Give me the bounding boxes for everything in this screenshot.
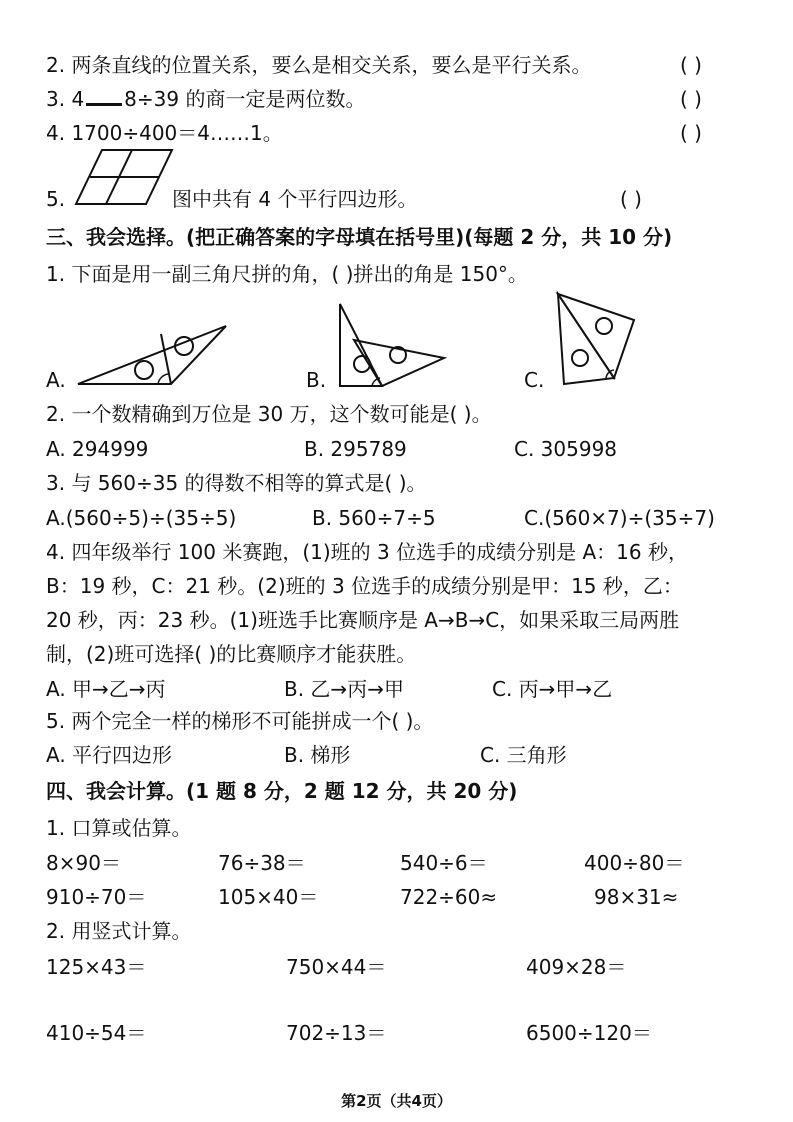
choice-q2-option-a[interactable]: A. 294999: [46, 437, 149, 461]
page-footer: 第2页（共4页）: [341, 1092, 452, 1110]
choice-q4-line4: 制，(2)班可选择( )的比赛顺序才能获胜。: [46, 642, 417, 666]
parallelogram-figure: [74, 148, 174, 208]
choice-q3-option-b[interactable]: B. 560÷7÷5: [312, 506, 436, 530]
choice-q1: 1. 下面是用一副三角尺拼的角，( )拼出的角是 150°。: [46, 262, 528, 286]
choice-q5-option-c[interactable]: C. 三角形: [480, 743, 567, 767]
triangle-ruler-figure-a: [76, 322, 228, 388]
choice-q4-option-c[interactable]: C. 丙→甲→乙: [492, 677, 613, 701]
choice-q4-option-b[interactable]: B. 乙→丙→甲: [284, 677, 404, 701]
choice-q5-option-a[interactable]: A. 平行四边形: [46, 743, 173, 767]
calc-q2-title: 2. 用竖式计算。: [46, 919, 192, 943]
calc-q1-item[interactable]: 76÷38＝: [218, 851, 306, 875]
choice-q4-line3: 20 秒，丙：23 秒。(1)班选手比赛顺序是 A→B→C，如果采取三局两胜: [46, 608, 680, 632]
calc-q1-item[interactable]: 722÷60≈: [400, 885, 498, 909]
judge-q3: [46, 86, 365, 112]
judge-q5-answer[interactable]: ( ): [620, 187, 642, 211]
judge-q3-blank: [86, 89, 122, 106]
choice-q1-option-a[interactable]: A.: [46, 368, 66, 392]
section-choice-heading: 三、我会选择。(把正确答案的字母填在括号里)(每题 2 分，共 10 分): [46, 225, 673, 249]
calc-q1-item[interactable]: 400÷80＝: [584, 851, 685, 875]
choice-q4-option-a[interactable]: A. 甲→乙→丙: [46, 677, 166, 701]
judge-q5: 图中共有 4 个平行四边形。: [172, 187, 418, 211]
calc-q1-item[interactable]: 98×31≈: [594, 885, 679, 909]
choice-q3: 3. 与 560÷35 的得数不相等的算式是( )。: [46, 471, 427, 495]
choice-q5-option-b[interactable]: B. 梯形: [284, 743, 351, 767]
judge-q3-answer[interactable]: ( ): [680, 87, 702, 111]
section-calc-heading: 四、我会计算。(1 题 8 分，2 题 12 分，共 20 分): [46, 779, 518, 803]
calc-q2-item[interactable]: 702÷13＝: [286, 1021, 387, 1045]
calc-q1-item[interactable]: 8×90＝: [46, 851, 121, 875]
choice-q3-option-c[interactable]: C.(560×7)÷(35÷7): [524, 506, 715, 530]
choice-q2-option-c[interactable]: C. 305998: [514, 437, 618, 461]
choice-q5: 5. 两个完全一样的梯形不可能拼成一个( )。: [46, 709, 434, 733]
choice-q1-option-b[interactable]: B.: [306, 368, 327, 392]
choice-q4-line2: B：19 秒，C：21 秒。(2)班的 3 位选手的成绩分别是甲：15 秒，乙：: [46, 574, 683, 598]
calc-q1-title: 1. 口算或估算。: [46, 816, 192, 840]
choice-q2-option-b[interactable]: B. 295789: [304, 437, 407, 461]
calc-q2-item[interactable]: 410÷54＝: [46, 1021, 147, 1045]
judge-q4: 4. 1700÷400＝4……1。: [46, 121, 283, 145]
judge-q3-pre: 3. 4: [46, 87, 85, 111]
calc-q1-item[interactable]: 910÷70＝: [46, 885, 147, 909]
calc-q2-item[interactable]: 409×28＝: [526, 955, 627, 979]
choice-q2: 2. 一个数精确到万位是 30 万，这个数可能是( )。: [46, 402, 492, 426]
judge-q3-post: 8÷39 的商一定是两位数。: [124, 87, 366, 111]
calc-q2-item[interactable]: 125×43＝: [46, 955, 147, 979]
calc-q1-item[interactable]: 105×40＝: [218, 885, 319, 909]
triangle-ruler-figure-c: [556, 290, 638, 388]
triangle-ruler-figure-b: [336, 300, 448, 390]
choice-q3-option-a[interactable]: A.(560÷5)÷(35÷5): [46, 506, 237, 530]
judge-q4-answer[interactable]: ( ): [680, 121, 702, 145]
judge-q5-num: 5.: [46, 187, 66, 211]
calc-q2-item[interactable]: 750×44＝: [286, 955, 387, 979]
judge-q2: 2. 两条直线的位置关系，要么是相交关系，要么是平行关系。: [46, 53, 592, 77]
choice-q1-option-c[interactable]: C.: [524, 368, 545, 392]
choice-q4-line1: 4. 四年级举行 100 米赛跑，(1)班的 3 位选手的成绩分别是 A：16 秒，: [46, 540, 688, 564]
calc-q2-item[interactable]: 6500÷120＝: [526, 1021, 652, 1045]
calc-q1-item[interactable]: 540÷6＝: [400, 851, 488, 875]
judge-q2-answer[interactable]: ( ): [680, 53, 702, 77]
